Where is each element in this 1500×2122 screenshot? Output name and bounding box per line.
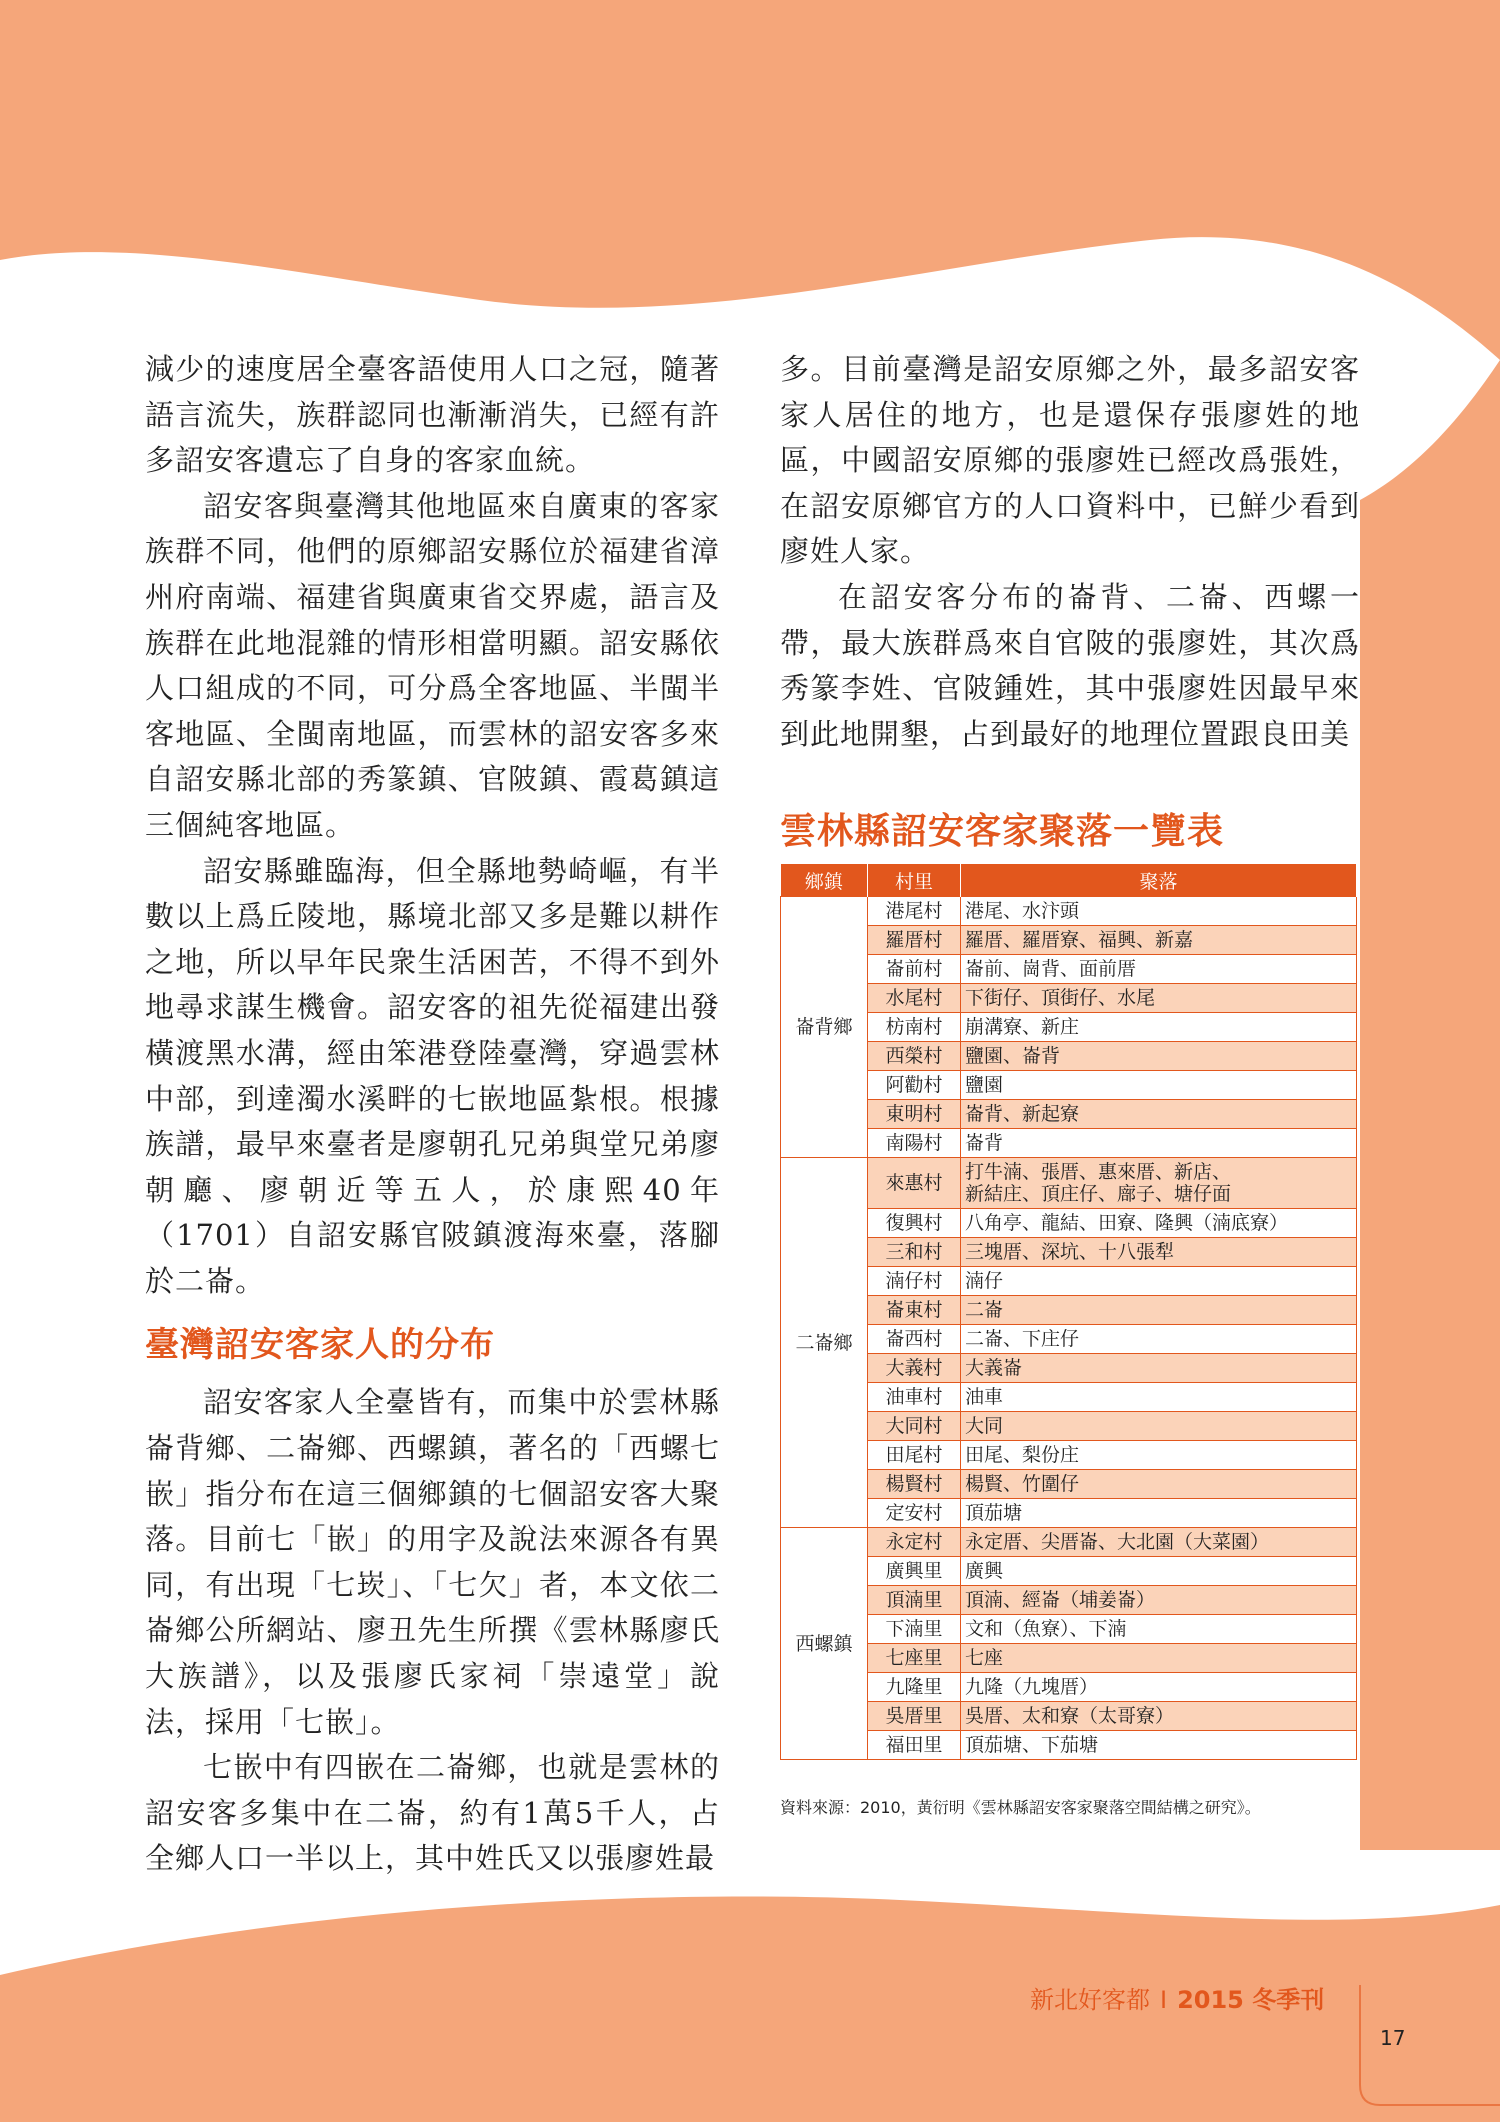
settlements-line: 打牛湳、張厝、惠來厝、新店、 (965, 1161, 1232, 1183)
village-cell: 田尾村 (868, 1441, 961, 1470)
township-cell: 二崙鄉 (781, 1158, 868, 1528)
table-row (781, 1129, 1357, 1158)
village-cell: 湳仔村 (868, 1267, 961, 1296)
village-cell: 下湳里 (868, 1615, 961, 1644)
settlements-cell: 羅厝、羅厝寮、福興、新嘉 (961, 926, 1357, 955)
settlements-cell: 湳仔 (961, 1267, 1357, 1296)
village-cell: 南陽村 (868, 1129, 961, 1158)
village-cell: 定安村 (868, 1499, 961, 1528)
table-row (781, 1325, 1357, 1354)
settlements-cell: 楊賢、竹圍仔 (961, 1470, 1357, 1499)
table-row (781, 1100, 1357, 1129)
table-row (781, 1586, 1357, 1615)
settlements-cell: 八角亭、龍結、田寮、隆興（湳底寮） (961, 1209, 1357, 1238)
village-cell: 羅厝村 (868, 926, 961, 955)
paragraph: 詔安客與臺灣其他地區來自廣東的客家族群不同，他們的原鄉詔安縣位於福建省漳州府南端、福建省與廣東省交界處，語言及族群在此地混雜的情形相當明顯。詔安縣依人口組成的不同，可分爲全客地區、半閩半客地區、全閩南地區，而雲林的詔安客多來自詔安縣北部的秀篆鎮、官陂鎮、霞葛鎮這三個純客地區。 (145, 488, 720, 842)
table-row (781, 1644, 1357, 1673)
footer-magazine (1030, 1980, 1324, 2015)
table-row (781, 1615, 1357, 1644)
settlements-cell: 廣興 (961, 1557, 1357, 1586)
table-row (781, 1557, 1357, 1586)
settlements-cell: 崙前、崗背、面前厝 (961, 955, 1357, 984)
table-row (781, 1354, 1357, 1383)
page-number: 17 (1380, 2026, 1406, 2050)
paragraph: 詔安客家人全臺皆有，而集中於雲林縣崙背鄉、二崙鄉、西螺鎮，著名的「西螺七嵌」指分布在這三個鄉鎮的七個詔安客大聚落。目前七「嵌」的用字及說法來源各有異同，有出現「七崁」、「七欠」者，本文依二崙鄉公所網站、廖丑先生所撰《雲林縣廖氏大族譜》，以及張廖氏家祠「崇遠堂」說法，採用「七嵌」。 (145, 1385, 720, 1739)
township-cell: 崙背鄉 (781, 897, 868, 1158)
settlements-cell: 崙背、新起寮 (961, 1100, 1357, 1129)
village-cell: 崙東村 (868, 1296, 961, 1325)
village-cell: 永定村 (868, 1528, 961, 1557)
right-wave (1360, 360, 1500, 1850)
settlements-cell: 頂茄塘 (961, 1499, 1357, 1528)
settlements-cell: 下街仔、頂街仔、水尾 (961, 984, 1357, 1013)
footer-separator: I (1160, 1986, 1168, 2014)
village-cell: 大義村 (868, 1354, 961, 1383)
section-heading: 臺灣詔安客家人的分布 (145, 1325, 495, 1366)
settlements-cell: 永定厝、尖厝崙、大北園（大菜園） (961, 1528, 1357, 1557)
table-row (781, 984, 1357, 1013)
table-source-note: 資料來源：2010，黃衍明《雲林縣詔安客家聚落空間結構之研究》。 (780, 1798, 1261, 1817)
village-cell: 福田里 (868, 1731, 961, 1760)
village-cell: 港尾村 (868, 897, 961, 926)
village-cell: 來惠村 (868, 1158, 961, 1209)
settlements-cell: 三塊厝、深坑、十八張犁 (961, 1238, 1357, 1267)
settlements-cell: 大義崙 (961, 1354, 1357, 1383)
paragraph: 七嵌中有四嵌在二崙鄉，也就是雲林的詔安客多集中在二崙，約有1萬5千人，占全鄉人口一半以上，其中姓氏又以張廖姓最 (145, 1750, 720, 1876)
paragraph: 多。目前臺灣是詔安原鄉之外，最多詔安客家人居住的地方，也是還保存張廖姓的地區，中國詔安原鄉的張廖姓已經改爲張姓，在詔安原鄉官方的人口資料中，已鮮少看到廖姓人家。 (780, 352, 1360, 569)
paragraph: 減少的速度居全臺客語使用人口之冠，隨著語言流失，族群認同也漸漸消失，已經有許多詔安客遺忘了自身的客家血統。 (145, 352, 720, 478)
table-row (781, 1209, 1357, 1238)
settlements-line: 新結庄、頂庄仔、廍子、塘仔面 (965, 1183, 1232, 1205)
settlements-cell: 文和（魚寮）、下湳 (961, 1615, 1357, 1644)
right-column (780, 347, 1360, 757)
settlements-cell: 田尾、梨份庄 (961, 1441, 1357, 1470)
table-header-row (781, 864, 1357, 897)
table-row (781, 1238, 1357, 1267)
village-cell: 七座里 (868, 1644, 961, 1673)
village-cell: 水尾村 (868, 984, 961, 1013)
village-cell: 東明村 (868, 1100, 961, 1129)
settlements-cell: 九隆（九塊厝） (961, 1673, 1357, 1702)
village-cell: 吳厝里 (868, 1702, 961, 1731)
issue-label: 2015 冬季刊 (1177, 1986, 1325, 2014)
table-row (781, 1013, 1357, 1042)
header-township: 鄉鎮 (781, 864, 868, 897)
paragraph: 在詔安客分布的崙背、二崙、西螺一帶，最大族群爲來自官陂的張廖姓，其次爲秀篆李姓、官陂鍾姓，其中張廖姓因最早來到此地開墾，占到最好的地理位置跟良田美 (780, 579, 1360, 751)
settlements-cell: 鹽園 (961, 1071, 1357, 1100)
paragraph: 詔安縣雖臨海，但全縣地勢崎嶇，有半數以上爲丘陵地，縣境北部又多是難以耕作之地，所以早年民衆生活困苦，不得不到外地尋求謀生機會。詔安客的祖先從福建出發橫渡黑水溝，經由笨港登陸臺灣，穿過雲林中部，到達濁水溪畔的七嵌地區紮根。根據族譜，最早來臺者是廖朝孔兄弟與堂兄弟廖朝廳、廖朝近等五人，於康熙40年（1701）自詔安縣官陂鎮渡海來臺，落腳於二崙。 (145, 853, 720, 1298)
village-cell: 復興村 (868, 1209, 961, 1238)
table-row (781, 955, 1357, 984)
village-cell: 廣興里 (868, 1557, 961, 1586)
table-row (781, 1673, 1357, 1702)
table-row (781, 1470, 1357, 1499)
village-cell: 西榮村 (868, 1042, 961, 1071)
table-row (781, 1042, 1357, 1071)
settlements-cell: 油車 (961, 1383, 1357, 1412)
village-cell: 九隆里 (868, 1673, 961, 1702)
table-row (781, 1528, 1357, 1557)
table-row (781, 1702, 1357, 1731)
settlements-cell: 崩溝寮、新庄 (961, 1013, 1357, 1042)
settlements-cell: 吳厝、太和寮（太哥寮） (961, 1702, 1357, 1731)
village-cell: 油車村 (868, 1383, 961, 1412)
header-settlements: 聚落 (961, 864, 1357, 897)
settlements-cell: 鹽園、崙背 (961, 1042, 1357, 1071)
settlements-cell: 二崙、下庄仔 (961, 1325, 1357, 1354)
table-row (781, 1071, 1357, 1100)
settlements-cell: 港尾、水汴頭 (961, 897, 1357, 926)
table-row (781, 926, 1357, 955)
settlements-cell: 頂湳、經崙（埔姜崙） (961, 1586, 1357, 1615)
settlements-cell: 七座 (961, 1644, 1357, 1673)
settlements-cell: 二崙 (961, 1296, 1357, 1325)
table-row (781, 1158, 1357, 1209)
table-row (781, 1441, 1357, 1470)
table-row (781, 1499, 1357, 1528)
table-row (781, 1296, 1357, 1325)
village-cell: 崙前村 (868, 955, 961, 984)
settlements-cell (961, 1158, 1357, 1209)
table-row (781, 897, 1357, 926)
table-row (781, 1412, 1357, 1441)
left-column (145, 347, 720, 1882)
township-cell: 西螺鎮 (781, 1528, 868, 1760)
table-row (781, 1383, 1357, 1412)
settlements-cell: 崙背 (961, 1129, 1357, 1158)
village-cell: 三和村 (868, 1238, 961, 1267)
table-row (781, 1267, 1357, 1296)
top-wave (0, 0, 1500, 360)
village-cell: 崙西村 (868, 1325, 961, 1354)
table-row (781, 1731, 1357, 1760)
village-cell: 枋南村 (868, 1013, 961, 1042)
village-cell: 大同村 (868, 1412, 961, 1441)
village-cell: 楊賢村 (868, 1470, 961, 1499)
village-cell: 頂湳里 (868, 1586, 961, 1615)
table-title: 雲林縣詔安客家聚落一覽表 (780, 811, 1225, 852)
settlements-cell: 大同 (961, 1412, 1357, 1441)
village-cell: 阿勸村 (868, 1071, 961, 1100)
settlements-cell: 頂茄塘、下茄塘 (961, 1731, 1357, 1760)
settlements-table (780, 864, 1357, 1760)
magazine-name: 新北好客都 (1030, 1986, 1150, 2014)
header-village: 村里 (868, 864, 961, 897)
